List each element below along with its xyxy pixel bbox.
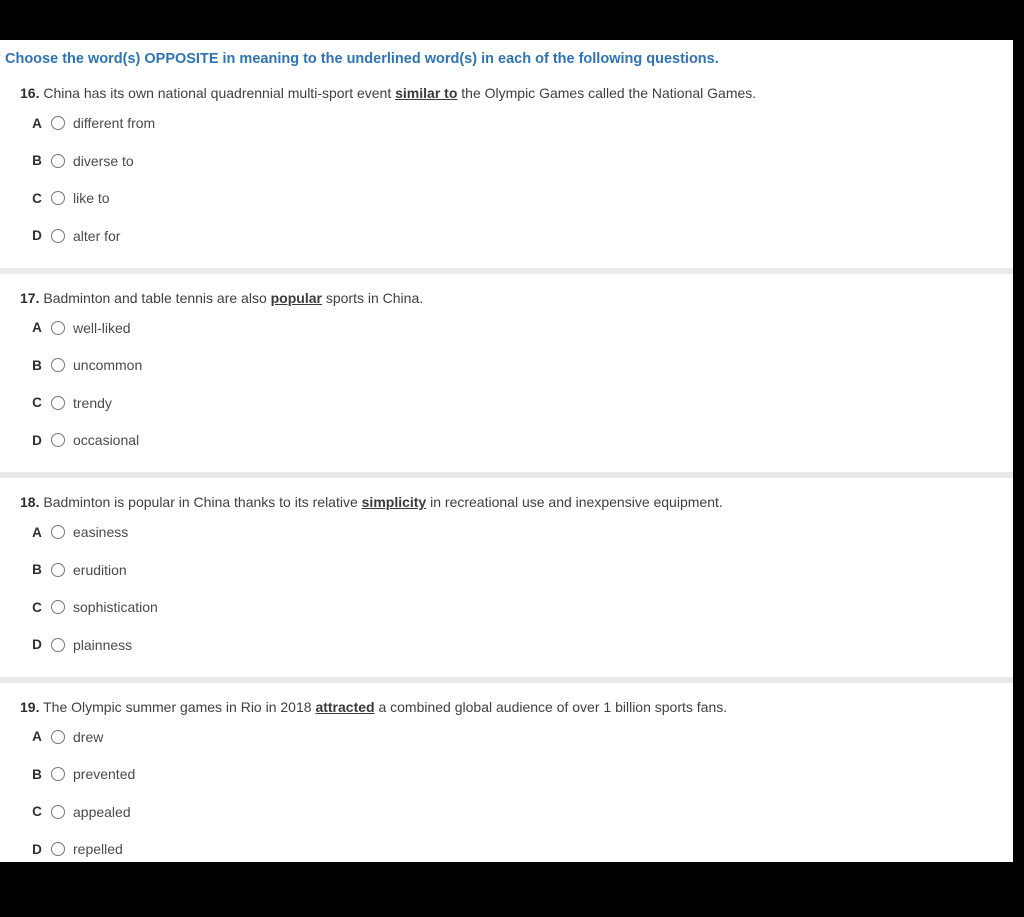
option-row-b[interactable]	[31, 153, 1013, 169]
option-letter: D	[32, 228, 42, 243]
option-letter: B	[32, 153, 42, 168]
option-row-c[interactable]	[31, 190, 1013, 206]
option-letter: D	[32, 637, 42, 652]
radio-button[interactable]	[51, 805, 65, 819]
option-letter: B	[32, 766, 42, 782]
option-letter: A	[32, 524, 42, 540]
option-label: diverse to	[73, 152, 134, 169]
option-letter: D	[32, 841, 42, 857]
option-letter: C	[32, 190, 42, 206]
option-label: repelled	[73, 841, 123, 857]
option-label: prevented	[73, 766, 136, 782]
options-group	[31, 729, 1013, 858]
option-label: drew	[73, 728, 104, 745]
question-underlined-word: attracted	[315, 698, 375, 715]
option-row-b[interactable]	[31, 357, 1013, 373]
options-group	[31, 524, 1013, 653]
option-label: plainness	[73, 636, 133, 653]
quiz-page	[0, 40, 1013, 862]
radio-button[interactable]	[51, 563, 65, 577]
radio-button[interactable]	[51, 842, 65, 856]
question-text-pre: China has its own national quadrennial multi-sport event	[39, 85, 396, 101]
bottom-black-bar	[0, 862, 1024, 917]
question-text-pre: Badminton and table tennis are also	[39, 289, 271, 306]
question-text-pre: The Olympic summer games in Rio in 2018	[39, 698, 316, 715]
option-row-d[interactable]	[31, 432, 1013, 448]
option-label: well-liked	[73, 319, 131, 336]
option-row-d[interactable]	[31, 841, 1013, 857]
option-row-d[interactable]	[31, 637, 1013, 653]
question-block	[0, 472, 1013, 653]
radio-button[interactable]	[51, 154, 65, 168]
top-black-bar	[0, 0, 1024, 40]
option-row-c[interactable]	[31, 804, 1013, 820]
question-divider	[0, 677, 1013, 683]
question-underlined-word: similar to	[395, 85, 458, 101]
option-letter: B	[32, 562, 42, 577]
question-text-post: sports in China.	[321, 289, 424, 306]
option-row-a[interactable]	[31, 115, 1013, 131]
option-letter: A	[32, 729, 42, 744]
option-row-a[interactable]	[31, 524, 1013, 540]
option-row-b[interactable]	[31, 562, 1013, 578]
option-label: occasional	[73, 432, 140, 448]
option-label: like to	[73, 190, 110, 206]
radio-button[interactable]	[51, 396, 65, 410]
question-underlined-word: popular	[270, 289, 322, 306]
option-label: erudition	[73, 561, 127, 578]
radio-button[interactable]	[51, 638, 65, 652]
option-row-a[interactable]	[31, 729, 1013, 745]
question-number: 17.	[20, 289, 40, 306]
quiz-instruction: Choose the word(s) OPPOSITE in meaning to the underlined word(s) in each of the following questions.	[5, 51, 719, 67]
option-letter: A	[32, 320, 42, 335]
option-label: trendy	[73, 394, 112, 411]
question-block	[0, 677, 1013, 858]
question-text-post: the Olympic Games called the National Games.	[457, 85, 757, 101]
option-row-c[interactable]	[31, 395, 1013, 411]
question-text-pre: Badminton is popular in China thanks to its relative	[39, 494, 362, 510]
option-row-b[interactable]	[31, 766, 1013, 782]
question-divider	[0, 472, 1013, 478]
question-block	[0, 268, 1013, 449]
option-row-c[interactable]	[31, 599, 1013, 615]
radio-button[interactable]	[51, 767, 65, 781]
question-divider	[0, 268, 1013, 274]
option-label: uncommon	[73, 357, 143, 373]
question-text	[20, 494, 1013, 510]
question-underlined-word: simplicity	[361, 494, 427, 510]
question-number: 18.	[20, 494, 40, 510]
radio-button[interactable]	[51, 358, 65, 372]
option-label: different from	[73, 115, 156, 131]
radio-button[interactable]	[51, 525, 65, 539]
question-number: 16.	[20, 85, 40, 101]
option-letter: C	[32, 599, 42, 615]
option-row-a[interactable]	[31, 320, 1013, 336]
radio-button[interactable]	[51, 229, 65, 243]
question-text-post: in recreational use and inexpensive equipment.	[426, 494, 723, 510]
option-label: sophistication	[73, 599, 158, 615]
radio-button[interactable]	[51, 730, 65, 744]
option-letter: C	[32, 804, 42, 819]
radio-button[interactable]	[51, 433, 65, 447]
options-group	[31, 115, 1013, 244]
option-letter: A	[32, 115, 42, 131]
option-label: alter for	[73, 227, 121, 244]
options-group	[31, 320, 1013, 449]
radio-button[interactable]	[51, 600, 65, 614]
questions-list	[0, 85, 1013, 857]
question-block	[0, 85, 1013, 244]
option-label: easiness	[73, 524, 129, 540]
option-row-d[interactable]	[31, 228, 1013, 244]
question-text	[20, 290, 1013, 306]
option-letter: D	[32, 432, 42, 448]
question-text	[20, 699, 1013, 715]
option-letter: B	[32, 357, 42, 373]
question-text-post: a combined global audience of over 1 billion sports fans.	[374, 698, 728, 715]
radio-button[interactable]	[51, 191, 65, 205]
option-letter: C	[32, 395, 42, 410]
radio-button[interactable]	[51, 116, 65, 130]
option-label: appealed	[73, 803, 131, 820]
radio-button[interactable]	[51, 321, 65, 335]
question-number: 19.	[20, 698, 40, 715]
question-text	[20, 85, 1013, 101]
